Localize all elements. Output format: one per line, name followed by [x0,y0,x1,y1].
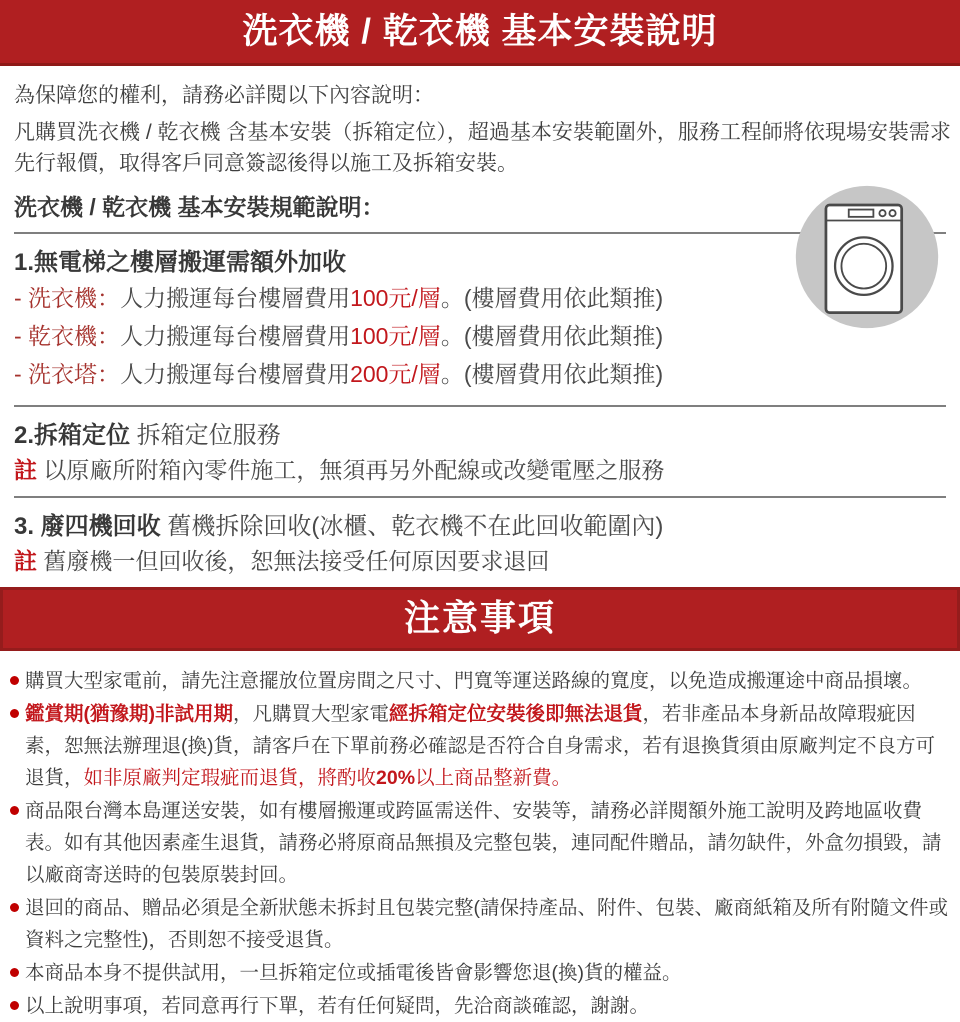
page-title: 洗衣機 / 乾衣機 基本安裝說明 [242,12,718,51]
fee-tail: 。(樓層費用依此類推) [440,323,664,349]
bullet-icon [10,806,19,815]
section3-title-bold: 3. 廢四機回收 [14,513,161,540]
fee-price: 100元/層 [350,323,441,349]
bullet-icon [10,676,19,685]
notice-item [10,990,948,1022]
section2-title-rest: 拆箱定位服務 [130,422,281,449]
fee-label: - 洗衣機： [14,285,121,311]
fee-desc: 人力搬運每台樓層費用 [120,285,351,311]
washing-machine-icon-svg [794,184,940,330]
fee-label: - 乾衣機： [14,323,121,349]
fee-desc: 人力搬運每台樓層費用 [120,361,351,387]
notice-text [25,990,649,1022]
section-divider [14,405,946,407]
intro-note: 為保障您的權利，請務必詳閱以下內容說明： [14,84,434,107]
notice-segment: 本商品本身不提供試用，一旦拆箱定位或插電後皆會影響您退(換)貨的權益。 [25,962,682,984]
notice-segment: ，凡購買大型家電 [233,703,390,725]
notice-text [25,665,922,697]
fee-tail: 。(樓層費用依此類推) [440,285,664,311]
notice-banner-title: 注意事項 [403,597,556,638]
note-badge: 註 [14,457,37,483]
spec-heading: 洗衣機 / 乾衣機 基本安裝規範說明： [14,194,385,220]
section2-note [14,454,946,486]
notice-segment: 經拆箱定位安裝後即無法退貨 [389,703,643,725]
section3-title [14,506,946,541]
fee-desc: 人力搬運每台樓層費用 [120,323,351,349]
notice-segment: 退回的商品、贈品必須是全新狀態未拆封且包裝完整(請保持產品、附件、包裝、廠商紙箱及所有附隨文件或資料之完整性)，否則恕不接受退貨。 [25,897,948,951]
section-divider [14,496,946,498]
notice-segment: 20% [376,767,416,789]
notice-segment: 以上商品整新費。 [415,767,572,789]
notice-segment: 如非原廠判定瑕疵而退貨，將酌收 [83,767,377,789]
fee-price: 100元/層 [350,285,441,311]
section2-title-bold: 2.拆箱定位 [14,422,131,449]
bullet-icon [10,903,19,912]
section3-title-rest: 舊機拆除回收(冰櫃、乾衣機不在此回收範圍內) [160,513,664,540]
note-badge: 註 [14,548,37,574]
fee-label: - 洗衣塔： [14,361,121,387]
notice-banner [0,587,960,651]
bullet-icon [10,709,19,718]
section2-title [14,415,946,450]
notice-segment: 以上說明事項，若同意再行下單，若有任何疑問，先洽商談確認，謝謝。 [25,995,650,1017]
notice-list [0,651,960,1022]
section3-note [14,545,946,577]
bullet-icon [10,968,19,977]
notice-text [25,795,948,891]
section1-title-text: 1.無電梯之樓層搬運需額外加收 [14,249,347,276]
washing-machine-icon [794,184,940,330]
notice-item [10,698,948,794]
spec-content [0,79,960,577]
section2-note-text: 以原廠所附箱內零件施工，無須再另外配線或改變電壓之服務 [37,457,665,483]
notice-segment: 商品限台灣本島運送安裝，如有樓層搬運或跨區需送件、安裝等，請務必詳閱額外施工說明及跨地區收費表。如有其他因素產生退貨，請務必將原商品無損及完整包裝，連同配件贈品，請勿缺件，外盒勿損毀，請以廠商寄送時的包裝原裝封回。 [25,800,942,886]
fee-tail: 。(樓層費用依此類推) [440,361,664,387]
notice-segment: 鑑賞期(猶豫期)非試用期 [25,703,233,725]
section1-block [14,232,946,393]
notice-text [25,698,948,794]
notice-item [10,892,948,956]
notice-text [25,892,948,956]
fee-item-tower [14,355,946,393]
notice-segment: ，若非產品本身新品故障瑕疵因素，恕無法辦理退(換)貨，請客戶在下單前務必確認是否符合自身需求，若有退換貨須由原廠判定不良方可退貨， [25,703,935,789]
intro-paragraph: 凡購買洗衣機 / 乾衣機 含基本安裝（拆箱定位），超過基本安裝範圍外，服務工程師將依現場安裝需求先行報價，取得客戶同意簽認後得以施工及拆箱安裝。 [14,121,951,175]
section3-note-text: 舊廢機一但回收後，恕無法接受任何原因要求退回 [37,548,550,574]
notice-segment: 購買大型家電前，請先注意擺放位置房間之尺寸、門寬等運送路線的寬度，以免造成搬運途中商品損壞。 [25,670,923,692]
notice-item [10,665,948,697]
notice-item [10,795,948,891]
notice-item [10,957,948,989]
bullet-icon [10,1001,19,1010]
fee-price: 200元/層 [350,361,441,387]
notice-text [25,957,682,989]
header-banner [0,0,960,66]
